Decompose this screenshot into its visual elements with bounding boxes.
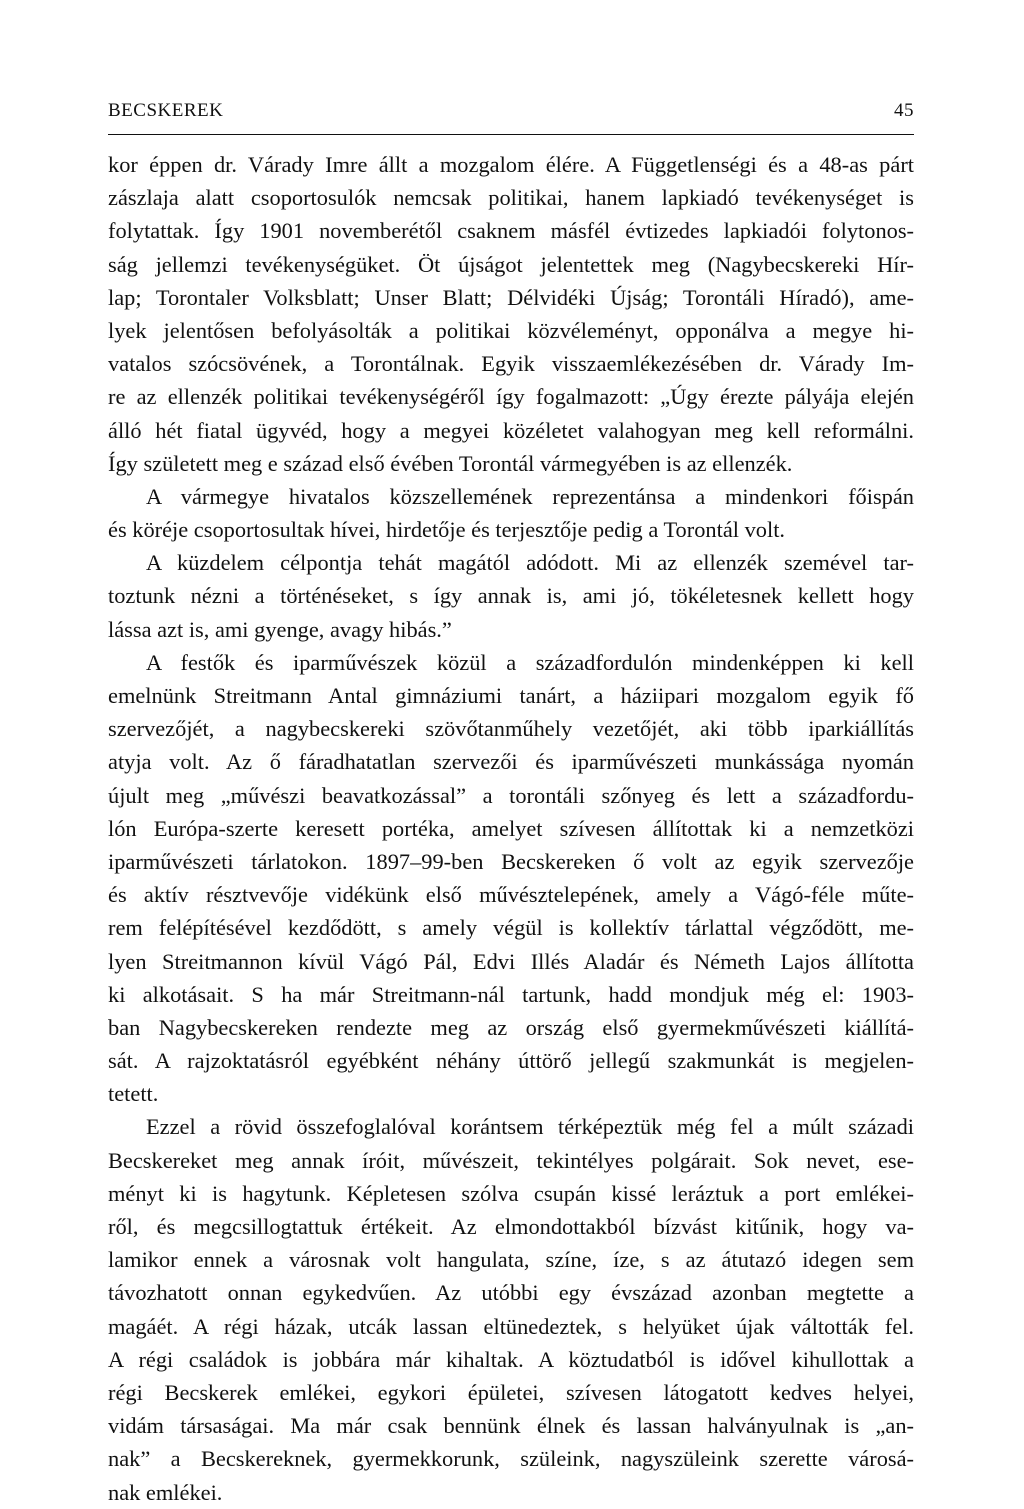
running-header: [108, 100, 914, 122]
text-line: A régi családok is jobbára már kihaltak. A köztudatból is idővel kihullottak a: [108, 1346, 914, 1372]
text-line: lyek jelentősen befolyásolták a politikai közvéleményt, opponálva a megye hi-: [108, 317, 914, 343]
text-line: álló hét fiatal ügyvéd, hogy a megyei közéletet valahogyan meg kell reformálni.: [108, 417, 914, 443]
text-line: vidám társaságai. Ma már csak bennünk élnek és lassan halványulnak is „an-: [108, 1413, 914, 1439]
text-line: folytattak. Így 1901 novemberétől csaknem másfél évtizedes lapkiadói folytonos-: [108, 218, 914, 244]
text-line: A festők és iparművészek közül a századfordulón mindenképpen ki kell: [146, 649, 914, 675]
text-line: és aktív résztvevője vidékünk első művésztelepének, amely a Vágó-féle műte-: [108, 882, 914, 908]
text-line: rem felépítésével kezdődött, s amely végül is kollektív tárlattal végződött, me-: [108, 915, 914, 941]
text-line: ban Nagybecskereken rendezte meg az ország első gyermekművészeti kiállítá-: [108, 1014, 914, 1040]
text-line: lyen Streitmannon kívül Vágó Pál, Edvi Illés Aladár és Németh Lajos állította: [108, 948, 914, 974]
text-line: iparművészeti tárlatokon. 1897–99-ben Becskereken ő volt az egyik szervezője: [108, 848, 914, 874]
text-line: újult meg „művészi beavatkozással” a torontáli szőnyeg és lett a századfordu-: [108, 782, 914, 808]
text-line: A küzdelem célpontja tehát magától adódott. Mi az ellenzék szemével tar-: [146, 550, 914, 576]
text-line: szervezőjét, a nagybecskereki szövőtanműhely vezetőjét, aki több iparkiállítás: [108, 716, 914, 742]
text-line: lássa azt is, ami gyenge, avagy hibás.”: [108, 616, 452, 642]
text-line: ki alkotásait. S ha már Streitmann-nál tartunk, hadd mondjuk még el: 1903-: [108, 981, 914, 1007]
text-line: re az ellenzék politikai tevékenységéről így fogalmazott: „Úgy érezte pályája elején: [108, 384, 914, 410]
text-line: távozhatott onnan egykedvűen. Az utóbbi egy évszázad azonban megtette a: [108, 1280, 914, 1306]
text-line: sát. A rajzoktatásról egyébként néhány úttörő jellegű szakmunkát is megjelen-: [108, 1048, 914, 1074]
text-line: nak emlékei.: [108, 1479, 223, 1505]
text-line: Ezzel a rövid összefoglalóval korántsem térképeztük még fel a múlt századi: [146, 1114, 914, 1140]
text-line: ményt ki is hagytunk. Képletesen szólva csupán kissé leráztuk a port emlékei-: [108, 1180, 914, 1206]
text-line: lón Európa-szerte keresett portéka, amelyet szívesen állítottak ki a nemzetközi: [108, 815, 914, 841]
text-line: régi Becskerek emlékei, egykori épületei, szívesen látogatott kedves helyei,: [108, 1379, 914, 1405]
running-title: BECSKEREK: [108, 100, 224, 121]
text-line: nak” a Becskereknek, gyermekkorunk, szüleink, nagyszüleink szerette városá-: [108, 1446, 914, 1472]
header-rule: [108, 134, 914, 135]
text-line: emelnünk Streitmann Antal gimnáziumi tanárt, a háziipari mozgalom egyik fő: [108, 683, 914, 708]
text-line: lamikor ennek a városnak volt hangulata, színe, íze, s az átutazó idegen sem: [108, 1247, 914, 1273]
text-line: A vármegye hivatalos közszellemének reprezentánsa a mindenkori főispán: [146, 483, 914, 509]
page-number: 45: [894, 100, 914, 121]
text-line: magáét. A régi házak, utcák lassan eltünedeztek, s helyüket újak váltották fel.: [108, 1313, 914, 1339]
text-line: toztunk nézni a történéseket, s így annak is, ami jó, tökéletesnek kellett hogy: [108, 583, 914, 609]
text-line: ság jellemzi tevékenységüket. Öt újságot jelentettek meg (Nagybecskereki Hír-: [108, 251, 914, 277]
text-line: Így született meg e század első évében Torontál vármegyében is az ellenzék.: [108, 450, 793, 476]
text-line: vatalos szócsövének, a Torontálnak. Egyik visszaemlékezésében dr. Várady Im-: [108, 351, 914, 377]
text-line: lap; Torontaler Volksblatt; Unser Blatt; Délvidéki Újság; Torontáli Híradó), ame-: [108, 284, 914, 310]
text-line: tetett.: [108, 1081, 159, 1107]
text-line: Becskereket meg annak íróit, művészeit, tekintélyes polgárait. Sok nevet, ese-: [108, 1147, 914, 1173]
text-line: atyja volt. Az ő fáradhatatlan szervezői és iparművészeti munkássága nyomán: [108, 749, 914, 775]
text-line: ről, és megcsillogtattuk értékeit. Az elmondottakból bízvást kitűnik, hogy va-: [108, 1214, 914, 1239]
text-line: zászlaja alatt csoportosulók nemcsak politikai, hanem lapkiadó tevékenységet is: [108, 185, 914, 211]
body-text: [108, 148, 914, 1509]
text-line: és köréje csoportosultak hívei, hirdetője és terjesztője pedig a Torontál volt.: [108, 517, 786, 543]
text-line: kor éppen dr. Várady Imre állt a mozgalom élére. A Függetlenségi és a 48-as párt: [108, 152, 914, 177]
